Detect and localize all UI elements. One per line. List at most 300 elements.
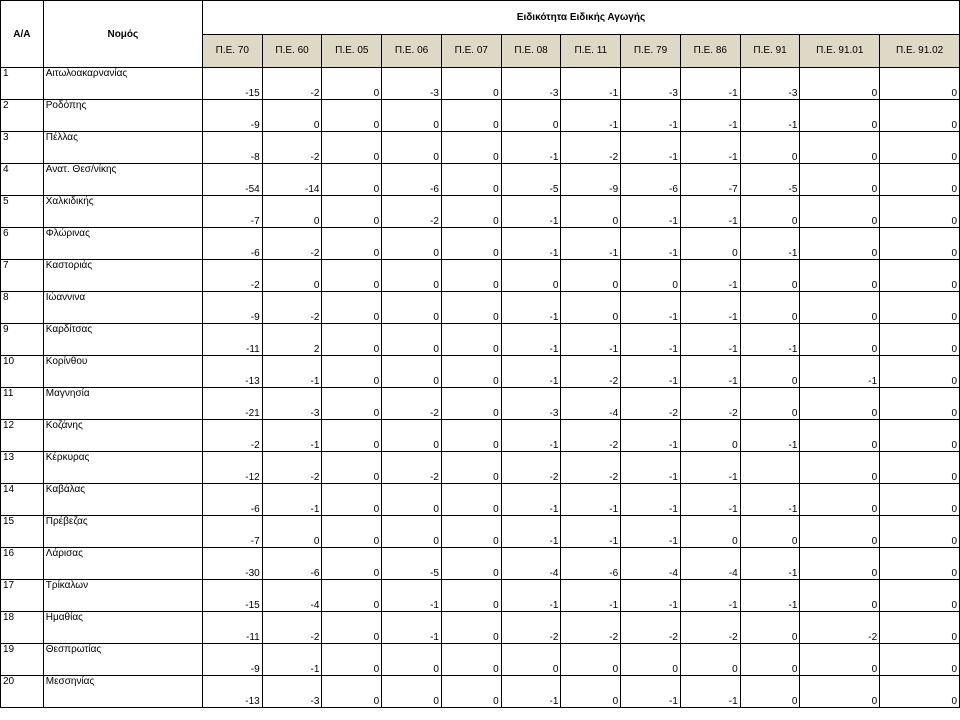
value-cell: 0 <box>382 132 442 164</box>
value-cell: 0 <box>322 420 382 452</box>
value-cell: -1 <box>501 356 561 388</box>
row-number-cell: 19 <box>1 644 44 676</box>
value-cell: -1 <box>680 196 740 228</box>
value-cell: -1 <box>262 644 322 676</box>
value-cell: 0 <box>441 612 501 644</box>
value-cell: 0 <box>880 292 960 324</box>
value-cell: -13 <box>202 676 262 708</box>
value-cell: -6 <box>561 548 621 580</box>
value-cell: -2 <box>202 420 262 452</box>
value-cell: 0 <box>441 260 501 292</box>
value-cell: 0 <box>800 516 880 548</box>
value-cell: 0 <box>800 420 880 452</box>
prefecture-cell: Αιτωλοακαρνανίας <box>43 68 202 100</box>
row-number-cell: 14 <box>1 484 44 516</box>
prefecture-cell: Θεσπρωτίας <box>43 644 202 676</box>
value-cell: 0 <box>441 644 501 676</box>
value-cell: 0 <box>441 196 501 228</box>
value-cell: -1 <box>561 324 621 356</box>
value-cell: -2 <box>561 356 621 388</box>
value-cell: 0 <box>680 644 740 676</box>
table-row <box>1 612 960 644</box>
value-cell: 0 <box>880 132 960 164</box>
value-cell: 0 <box>880 452 960 484</box>
value-cell: -2 <box>561 132 621 164</box>
value-cell: -1 <box>680 68 740 100</box>
value-cell: -14 <box>262 164 322 196</box>
table-row <box>1 580 960 612</box>
value-cell: -1 <box>501 420 561 452</box>
value-cell: -1 <box>621 676 681 708</box>
value-cell: 0 <box>322 516 382 548</box>
value-cell: 0 <box>800 388 880 420</box>
value-cell: -9 <box>202 292 262 324</box>
value-cell: -1 <box>621 420 681 452</box>
value-cell: 0 <box>322 196 382 228</box>
value-cell: 0 <box>800 452 880 484</box>
value-cell: -2 <box>680 612 740 644</box>
value-cell: -30 <box>202 548 262 580</box>
row-number-cell: 3 <box>1 132 44 164</box>
value-cell: 0 <box>561 292 621 324</box>
row-number-cell: 13 <box>1 452 44 484</box>
value-cell: -6 <box>382 164 442 196</box>
value-cell: 0 <box>800 228 880 260</box>
value-cell: -1 <box>621 452 681 484</box>
prefecture-cell: Πέλλας <box>43 132 202 164</box>
value-cell: -1 <box>740 324 800 356</box>
value-cell: -3 <box>621 68 681 100</box>
column-header: Π.Ε. 06 <box>382 34 442 68</box>
value-cell: -2 <box>262 228 322 260</box>
value-cell: -1 <box>740 484 800 516</box>
value-cell: 0 <box>880 676 960 708</box>
value-cell: 0 <box>800 324 880 356</box>
column-header: Π.Ε. 11 <box>561 34 621 68</box>
value-cell: -7 <box>202 516 262 548</box>
value-cell: 0 <box>800 644 880 676</box>
row-number-cell: 15 <box>1 516 44 548</box>
row-number-cell: 11 <box>1 388 44 420</box>
value-cell: 0 <box>322 260 382 292</box>
column-header: Π.Ε. 08 <box>501 34 561 68</box>
value-cell: -2 <box>382 452 442 484</box>
value-cell: 0 <box>382 228 442 260</box>
table-row <box>1 484 960 516</box>
prefecture-cell: Κορίνθου <box>43 356 202 388</box>
value-cell: -6 <box>262 548 322 580</box>
value-cell: -2 <box>501 452 561 484</box>
value-cell: 0 <box>680 516 740 548</box>
value-cell: 0 <box>382 420 442 452</box>
value-cell: 0 <box>800 484 880 516</box>
value-cell: 0 <box>382 676 442 708</box>
table-row <box>1 132 960 164</box>
value-cell: 0 <box>621 644 681 676</box>
value-cell: 0 <box>441 100 501 132</box>
value-cell: -3 <box>262 388 322 420</box>
prefecture-cell: Πρέβεζας <box>43 516 202 548</box>
value-cell: -2 <box>262 132 322 164</box>
value-cell: -1 <box>621 580 681 612</box>
value-cell: -1 <box>501 580 561 612</box>
value-cell: 0 <box>322 324 382 356</box>
value-cell: 0 <box>740 644 800 676</box>
row-number-cell: 9 <box>1 324 44 356</box>
value-cell: -1 <box>621 196 681 228</box>
value-cell: 0 <box>382 324 442 356</box>
row-number-cell: 18 <box>1 612 44 644</box>
value-cell: -11 <box>202 324 262 356</box>
value-cell: -2 <box>382 196 442 228</box>
value-cell: 0 <box>441 676 501 708</box>
value-cell: 0 <box>262 260 322 292</box>
value-cell: -6 <box>202 228 262 260</box>
value-cell: -1 <box>680 324 740 356</box>
value-cell: 0 <box>441 484 501 516</box>
value-cell: -6 <box>621 164 681 196</box>
value-cell: 0 <box>322 548 382 580</box>
value-cell: -1 <box>680 676 740 708</box>
value-cell: 0 <box>880 484 960 516</box>
value-cell: -1 <box>680 452 740 484</box>
value-cell: 0 <box>322 228 382 260</box>
value-cell: 0 <box>800 260 880 292</box>
value-cell: 0 <box>441 164 501 196</box>
prefecture-cell: Κέρκυρας <box>43 452 202 484</box>
value-cell: -1 <box>621 132 681 164</box>
value-cell: -15 <box>202 68 262 100</box>
value-cell: 0 <box>680 228 740 260</box>
value-cell: -1 <box>621 228 681 260</box>
value-cell: -5 <box>501 164 561 196</box>
value-cell: 0 <box>740 356 800 388</box>
value-cell: -2 <box>382 388 442 420</box>
table-row <box>1 228 960 260</box>
value-cell: 0 <box>880 516 960 548</box>
value-cell: 0 <box>262 516 322 548</box>
prefecture-cell: Χαλκιδικής <box>43 196 202 228</box>
value-cell: -2 <box>561 420 621 452</box>
value-cell: -54 <box>202 164 262 196</box>
value-cell: -2 <box>501 612 561 644</box>
value-cell: 0 <box>880 228 960 260</box>
prefecture-cell: Κοζάνης <box>43 420 202 452</box>
table-row <box>1 644 960 676</box>
value-cell: -3 <box>501 388 561 420</box>
column-header: Π.Ε. 70 <box>202 34 262 68</box>
column-header: Π.Ε. 91 <box>740 34 800 68</box>
value-cell: -6 <box>202 484 262 516</box>
value-cell: 0 <box>880 388 960 420</box>
value-cell: -7 <box>680 164 740 196</box>
row-number-cell: 12 <box>1 420 44 452</box>
value-cell: -2 <box>561 452 621 484</box>
value-cell: -3 <box>382 68 442 100</box>
value-cell: -2 <box>621 388 681 420</box>
column-header: Π.Ε. 79 <box>621 34 681 68</box>
value-cell: -1 <box>561 516 621 548</box>
value-cell: -1 <box>382 580 442 612</box>
value-cell: -2 <box>680 388 740 420</box>
value-cell: 0 <box>880 580 960 612</box>
value-cell: -2 <box>262 68 322 100</box>
value-cell: 0 <box>441 548 501 580</box>
value-cell: -12 <box>202 452 262 484</box>
table-row <box>1 196 960 228</box>
row-number-cell: 10 <box>1 356 44 388</box>
prefecture-cell: Καβάλας <box>43 484 202 516</box>
value-cell: 0 <box>322 676 382 708</box>
value-cell: -1 <box>680 484 740 516</box>
value-cell: 0 <box>880 324 960 356</box>
value-cell: -2 <box>262 452 322 484</box>
value-cell: -1 <box>621 324 681 356</box>
value-cell: 0 <box>441 324 501 356</box>
value-cell: 0 <box>441 356 501 388</box>
table-row <box>1 388 960 420</box>
value-cell: -1 <box>501 292 561 324</box>
value-cell: 0 <box>441 420 501 452</box>
prefecture-cell: Ιώαννινα <box>43 292 202 324</box>
value-cell: -1 <box>501 196 561 228</box>
value-cell: 0 <box>322 132 382 164</box>
value-cell: 0 <box>322 644 382 676</box>
value-cell: -1 <box>621 484 681 516</box>
prefecture-cell: Λάρισας <box>43 548 202 580</box>
value-cell: 0 <box>561 644 621 676</box>
value-cell: 0 <box>322 68 382 100</box>
value-cell: 0 <box>800 292 880 324</box>
header-row-top <box>1 1 960 35</box>
value-cell: 0 <box>382 292 442 324</box>
value-cell: 0 <box>441 580 501 612</box>
value-cell: -1 <box>561 68 621 100</box>
nomos-header: Νομός <box>43 1 202 68</box>
value-cell: 0 <box>740 260 800 292</box>
row-number-cell: 7 <box>1 260 44 292</box>
value-cell: 0 <box>880 164 960 196</box>
group-title: Ειδικότητα Ειδικής Αγωγής <box>202 1 959 35</box>
value-cell: -1 <box>621 516 681 548</box>
value-cell: -2 <box>561 612 621 644</box>
value-cell: -2 <box>262 292 322 324</box>
value-cell: -9 <box>202 644 262 676</box>
value-cell: 0 <box>880 420 960 452</box>
value-cell: 0 <box>441 516 501 548</box>
value-cell: 0 <box>880 548 960 580</box>
value-cell: -1 <box>740 228 800 260</box>
value-cell: 0 <box>800 580 880 612</box>
value-cell: 0 <box>880 356 960 388</box>
value-cell: -8 <box>202 132 262 164</box>
value-cell: -5 <box>382 548 442 580</box>
row-number-cell: 16 <box>1 548 44 580</box>
value-cell: 0 <box>441 292 501 324</box>
value-cell: 0 <box>322 612 382 644</box>
value-cell: -4 <box>262 580 322 612</box>
value-cell: 0 <box>800 196 880 228</box>
table-row <box>1 324 960 356</box>
value-cell: -3 <box>262 676 322 708</box>
value-cell: -4 <box>501 548 561 580</box>
table-row <box>1 356 960 388</box>
prefecture-cell: Ημαθίας <box>43 612 202 644</box>
value-cell: -1 <box>621 356 681 388</box>
value-cell: 0 <box>740 196 800 228</box>
value-cell: 0 <box>740 612 800 644</box>
value-cell: 0 <box>441 388 501 420</box>
value-cell: -9 <box>202 100 262 132</box>
value-cell: -13 <box>202 356 262 388</box>
table-row <box>1 164 960 196</box>
value-cell: 0 <box>800 164 880 196</box>
value-cell: -1 <box>680 100 740 132</box>
value-cell: 0 <box>880 612 960 644</box>
column-header: Π.Ε. 86 <box>680 34 740 68</box>
value-cell: 0 <box>262 196 322 228</box>
value-cell: 0 <box>382 644 442 676</box>
value-cell: -1 <box>262 356 322 388</box>
value-cell: 0 <box>322 292 382 324</box>
value-cell: 0 <box>740 516 800 548</box>
value-cell: 0 <box>800 676 880 708</box>
value-cell: 0 <box>680 420 740 452</box>
value-cell: 0 <box>800 100 880 132</box>
value-cell: -1 <box>501 228 561 260</box>
table-row <box>1 68 960 100</box>
value-cell: -1 <box>561 228 621 260</box>
value-cell: -1 <box>680 292 740 324</box>
value-cell: 0 <box>322 164 382 196</box>
value-cell: 0 <box>382 100 442 132</box>
value-cell: -1 <box>680 132 740 164</box>
value-cell: 0 <box>501 100 561 132</box>
value-cell: 0 <box>382 484 442 516</box>
value-cell: -2 <box>800 612 880 644</box>
value-cell: 0 <box>740 388 800 420</box>
value-cell: -1 <box>382 612 442 644</box>
value-cell: 0 <box>740 132 800 164</box>
value-cell: -1 <box>501 516 561 548</box>
value-cell: 0 <box>322 452 382 484</box>
value-cell: 0 <box>561 196 621 228</box>
prefecture-cell: Ροδόπης <box>43 100 202 132</box>
value-cell: -1 <box>262 420 322 452</box>
value-cell: 0 <box>322 388 382 420</box>
table-row <box>1 420 960 452</box>
prefecture-cell: Ανατ. Θεσ/νίκης <box>43 164 202 196</box>
value-cell: -1 <box>262 484 322 516</box>
value-cell: 0 <box>322 484 382 516</box>
table-row <box>1 676 960 708</box>
value-cell: 0 <box>441 68 501 100</box>
value-cell: 0 <box>382 356 442 388</box>
column-header: Π.Ε. 91.01 <box>800 34 880 68</box>
column-header: Π.Ε. 07 <box>441 34 501 68</box>
value-cell: 0 <box>561 676 621 708</box>
value-cell: -1 <box>800 356 880 388</box>
value-cell: -1 <box>561 580 621 612</box>
value-cell: -3 <box>501 68 561 100</box>
table-row <box>1 292 960 324</box>
row-number-cell: 20 <box>1 676 44 708</box>
value-cell: 0 <box>880 196 960 228</box>
prefecture-cell: Καστοριάς <box>43 260 202 292</box>
row-number-cell: 5 <box>1 196 44 228</box>
row-number-cell: 6 <box>1 228 44 260</box>
value-cell: 0 <box>561 260 621 292</box>
value-cell: 0 <box>740 676 800 708</box>
value-cell: -2 <box>262 612 322 644</box>
value-cell: -4 <box>621 548 681 580</box>
value-cell: 0 <box>322 580 382 612</box>
prefecture-cell: Μεσσηνίας <box>43 676 202 708</box>
value-cell: 0 <box>382 260 442 292</box>
table-row <box>1 260 960 292</box>
prefecture-cell: Μαγνησία <box>43 388 202 420</box>
value-cell: 0 <box>800 548 880 580</box>
prefecture-cell: Φλώρινας <box>43 228 202 260</box>
value-cell: -1 <box>501 132 561 164</box>
aa-header: Α/Α <box>1 1 44 68</box>
value-cell: -4 <box>561 388 621 420</box>
value-cell: -1 <box>621 100 681 132</box>
table-row <box>1 516 960 548</box>
value-cell: -1 <box>740 548 800 580</box>
value-cell: 0 <box>322 356 382 388</box>
value-cell: 0 <box>322 100 382 132</box>
row-number-cell: 1 <box>1 68 44 100</box>
table-body <box>1 68 960 708</box>
value-cell: -1 <box>680 260 740 292</box>
value-cell: -11 <box>202 612 262 644</box>
value-cell: 0 <box>740 292 800 324</box>
prefecture-cell: Καρδίτσας <box>43 324 202 356</box>
value-cell: -2 <box>621 612 681 644</box>
value-cell: -1 <box>680 356 740 388</box>
row-number-cell: 2 <box>1 100 44 132</box>
value-cell: -1 <box>561 100 621 132</box>
value-cell: 0 <box>441 228 501 260</box>
value-cell: 0 <box>880 68 960 100</box>
value-cell: 0 <box>441 132 501 164</box>
value-cell: 0 <box>382 516 442 548</box>
value-cell: -3 <box>740 68 800 100</box>
value-cell: -1 <box>501 484 561 516</box>
row-number-cell: 8 <box>1 292 44 324</box>
table-row <box>1 452 960 484</box>
value-cell: 2 <box>262 324 322 356</box>
value-cell: 0 <box>800 68 880 100</box>
value-cell: -1 <box>740 420 800 452</box>
value-cell: -1 <box>561 484 621 516</box>
value-cell: -21 <box>202 388 262 420</box>
value-cell: 0 <box>501 644 561 676</box>
value-cell: -1 <box>680 580 740 612</box>
value-cell: -4 <box>680 548 740 580</box>
value-cell: -9 <box>561 164 621 196</box>
value-cell: -1 <box>621 292 681 324</box>
value-cell <box>740 452 800 484</box>
value-cell: 0 <box>800 132 880 164</box>
column-header: Π.Ε. 91.02 <box>880 34 960 68</box>
value-cell: -1 <box>501 676 561 708</box>
value-cell: 0 <box>880 644 960 676</box>
row-number-cell: 17 <box>1 580 44 612</box>
value-cell: -1 <box>501 324 561 356</box>
value-cell: 0 <box>880 260 960 292</box>
